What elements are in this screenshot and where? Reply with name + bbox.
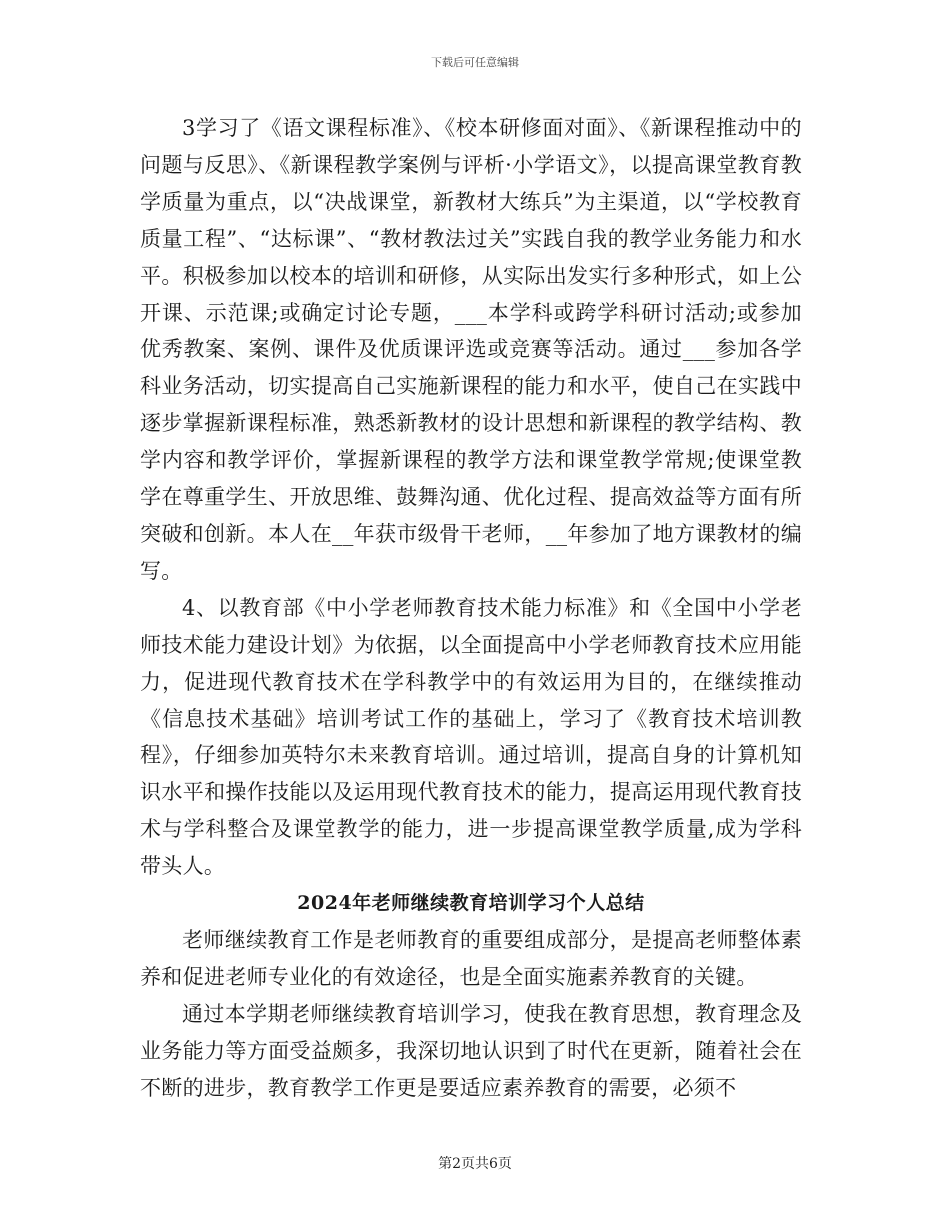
section-paragraph-2: 通过本学期老师继续教育培训学习，使我在教育思想，教育理念及业务能力等方面受益颇多，我深切地认识到了时代在更新，随着社会在不断的进步，教育教学工作更是要适应素养教育的需要，必须不 xyxy=(140,1001,802,1100)
page-header-note: 下载后可任意编辑 xyxy=(431,56,519,69)
section-title: 2024年老师继续教育培训学习个人总结 xyxy=(297,892,645,915)
document-body xyxy=(140,110,802,1106)
page-number: 第2页共6页 xyxy=(438,1156,512,1172)
paragraph-3: 3学习了《语文课程标准》、《校本研修面对面》、《新课程推动中的问题与反思》、《新课程教学案例与评析·小学语文》，以提高课堂教育教学质量为重点，以“决战课堂，新教材大练兵”为主渠道，以“学校教育质量工程”、“达标课”、“教材教法过关”实践自我的教学业务能力和水平。积极参加以校本的培训和研修，从实际出发实行多种形式，如上公开课、示范课;或确定讨论专题，___本学科或跨学科研讨活动;或参加优秀教案、案例、课件及优质课评选或竞赛等活动。通过___参加各学科业务活动，切实提高自己实施新课程的能力和水平，使自己在实践中逐步掌握新课程标准，熟悉新教材的设计思想和新课程的教学结构、教学内容和教学评价，掌握新课程的教学方法和课堂教学常规;使课堂教学在尊重学生、开放思维、鼓舞沟通、优化过程、提高效益等方面有所突破和创新。本人在__年获市级骨干老师，__年参加了地方课教材的编写。 xyxy=(140,116,802,583)
paragraph-4: 4、以教育部《中小学老师教育技术能力标准》和《全国中小学老师技术能力建设计划》为依据，以全面提高中小学老师教育技术应用能力，促进现代教育技术在学科教学中的有效运用为目的，在继续推动《信息技术基础》培训考试工作的基础上，学习了《教育技术培训教程》，仔细参加英特尔未来教育培训。通过培训，提高自身的计算机知识水平和操作技能以及运用现代教育技术的能力，提高运用现代教育技术与学科整合及课堂教学的能力，进一步提高课堂教学质量,成为学科带头人。 xyxy=(140,595,802,879)
section-paragraph-1: 老师继续教育工作是老师教育的重要组成部分，是提高老师整体素养和促进老师专业化的有效途径，也是全面实施素养教育的关键。 xyxy=(140,927,802,989)
